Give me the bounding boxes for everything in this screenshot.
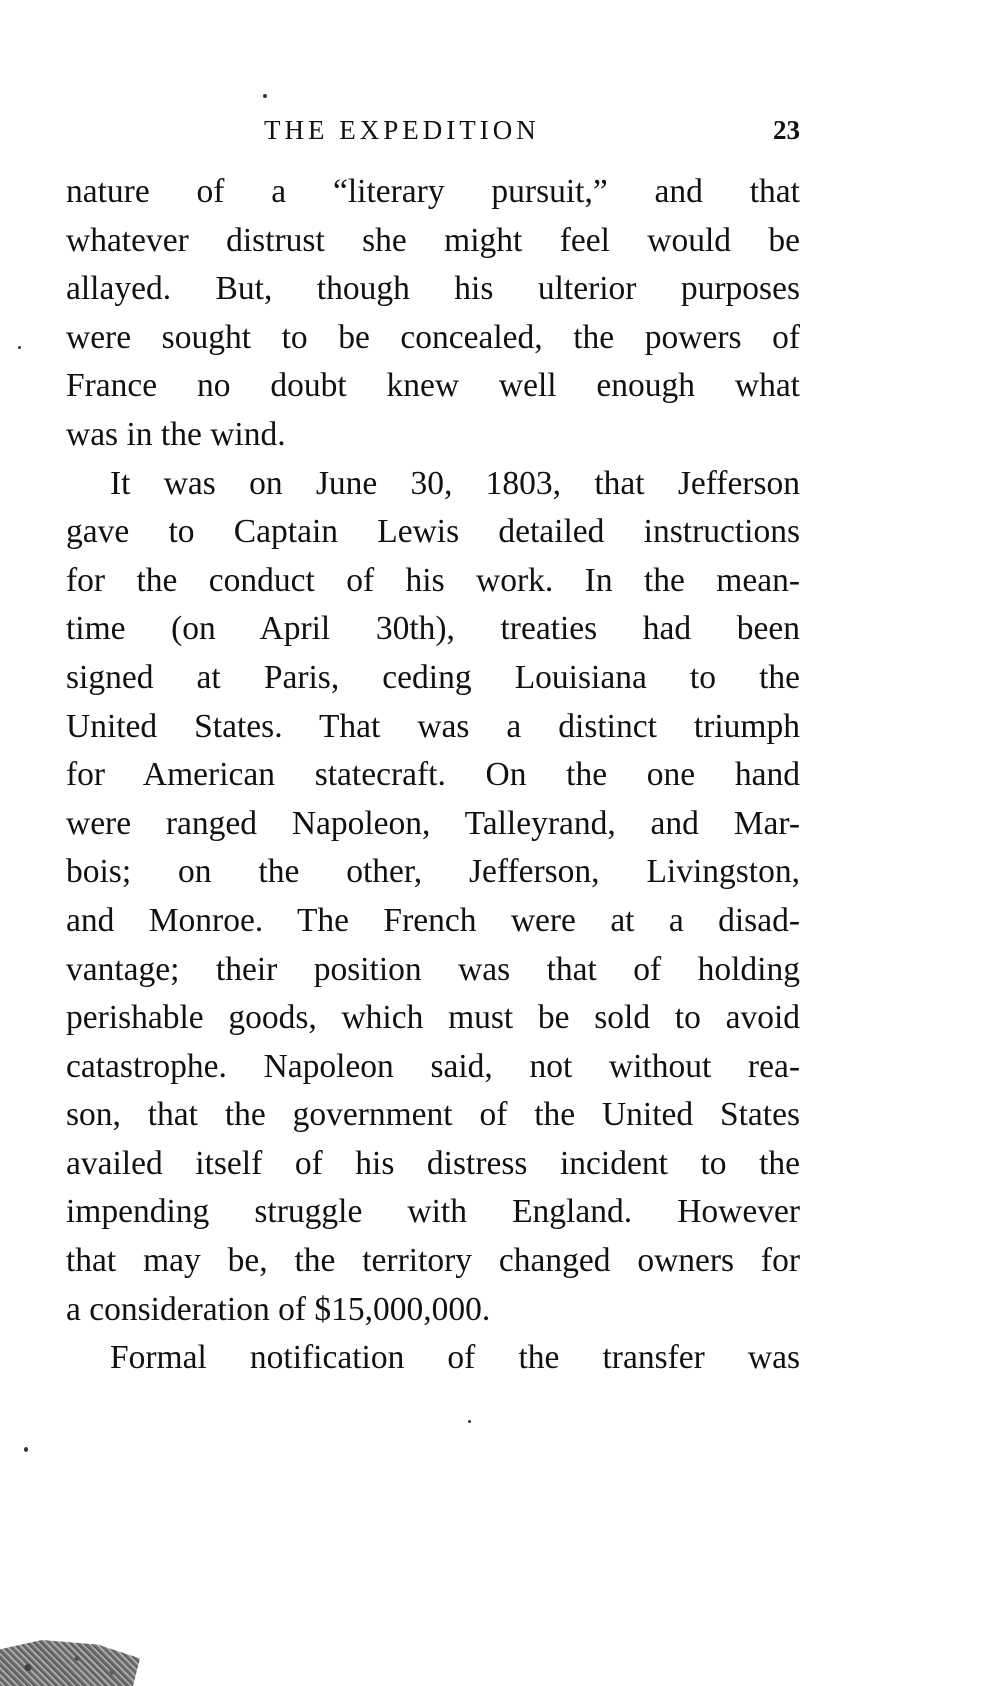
text-line: Formal notification of the transfer was — [110, 1339, 800, 1377]
paper-speck — [468, 1420, 471, 1423]
text-line: gave to Captain Lewis detailed instructions — [66, 513, 800, 551]
text-line: allayed. But, though his ulterior purposes — [66, 270, 800, 308]
text-line: It was on June 30, 1803, that Jefferson — [110, 464, 800, 502]
text-line: were sought to be concealed, the powers of — [66, 318, 800, 356]
text-line: time (on April 30th), treaties had been — [66, 610, 800, 648]
text-line: vantage; their position was that of holding — [66, 950, 800, 988]
text-line: a consideration of $15,000,000. — [66, 1290, 491, 1328]
text-line: availed itself of his distress incident to the — [66, 1144, 800, 1182]
text-line: were ranged Napoleon, Talleyrand, and Mar- — [66, 804, 800, 842]
paper-speck — [24, 1447, 28, 1452]
text-line: impending struggle with England. However — [66, 1193, 800, 1231]
chapter-title: THE EXPEDITION — [264, 115, 540, 145]
running-head — [66, 108, 800, 152]
text-line: perishable goods, which must be sold to avoid — [66, 999, 800, 1037]
page-number: 23 — [773, 115, 800, 145]
text-line: nature of a “literary pursuit,” and that — [66, 173, 800, 210]
paper-speck — [263, 94, 267, 98]
text-line: United States. That was a distinct triumph — [66, 707, 800, 745]
text-line: for the conduct of his work. In the mean- — [66, 561, 800, 599]
scan-smudge — [0, 1640, 140, 1686]
text-line: son, that the government of the United States — [66, 1096, 800, 1134]
text-line: that may be, the territory changed owners for — [66, 1242, 800, 1280]
text-line: signed at Paris, ceding Louisiana to the — [66, 658, 800, 696]
text-line: catastrophe. Napoleon said, not without rea- — [66, 1047, 800, 1085]
text-line: whatever distrust she might feel would be — [66, 221, 800, 259]
body-text — [66, 168, 800, 1383]
text-line: and Monroe. The French were at a disad- — [66, 901, 800, 939]
text-line: was in the wind. — [66, 415, 286, 453]
text-line: bois; on the other, Jefferson, Livingston, — [66, 853, 800, 891]
text-line: for American statecraft. On the one hand — [66, 756, 800, 794]
paper-speck — [18, 346, 21, 349]
text-line: France no doubt knew well enough what — [66, 367, 800, 405]
